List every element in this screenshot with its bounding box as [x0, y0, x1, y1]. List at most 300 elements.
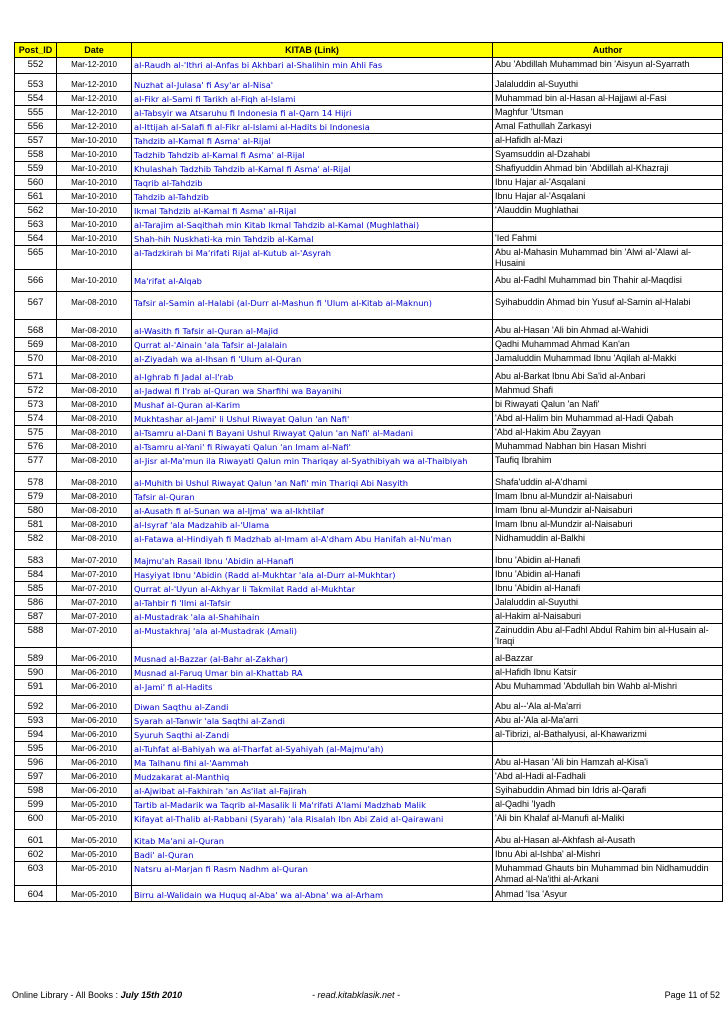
book-table	[14, 42, 723, 902]
date-cell: Mar-08-2010	[57, 440, 132, 454]
table-row	[15, 666, 723, 680]
kitab-link[interactable]: Mushaf al-Quran al-Karim	[134, 400, 241, 410]
author-cell: Ibnu Abi al-Ishba' al-Mishri	[493, 848, 723, 862]
header-date: Date	[57, 43, 132, 58]
kitab-link[interactable]: al-Ajwibat al-Fakhirah 'an As'ilat al-Fajirah	[134, 786, 307, 796]
post-id-cell: 582	[15, 532, 57, 550]
kitab-link[interactable]: Taqrib al-Tahdzib	[134, 178, 203, 188]
table-body	[15, 58, 723, 902]
kitab-link-cell[interactable]	[132, 412, 493, 426]
table-row	[15, 190, 723, 204]
kitab-link-cell[interactable]	[132, 696, 493, 714]
kitab-link[interactable]: Ma'rifat al-Alqab	[134, 276, 202, 286]
kitab-link[interactable]: al-Ziyadah wa al-Ihsan fi 'Ulum al-Quran	[134, 354, 302, 364]
date-cell: Mar-12-2010	[57, 106, 132, 120]
kitab-link-cell[interactable]	[132, 666, 493, 680]
author-cell: Ibnu Hajar al-'Asqalani	[493, 176, 723, 190]
date-cell: Mar-05-2010	[57, 812, 132, 830]
author-cell: Abu Muhammad 'Abdullah bin Wahb al-Mishri	[493, 680, 723, 696]
author-cell: Nidhamuddin al-Balkhi	[493, 532, 723, 550]
table-row	[15, 162, 723, 176]
kitab-link-cell[interactable]	[132, 148, 493, 162]
table-row	[15, 74, 723, 92]
table-row	[15, 696, 723, 714]
table-row	[15, 886, 723, 902]
kitab-link[interactable]: Kitab Ma'ani al-Quran	[134, 836, 225, 846]
author-cell: Abu al-'Ala al-Ma'arri	[493, 714, 723, 728]
post-id-cell: 555	[15, 106, 57, 120]
kitab-link[interactable]: Tafsir al-Quran	[134, 492, 195, 502]
kitab-link-cell[interactable]	[132, 770, 493, 784]
kitab-link-cell[interactable]	[132, 568, 493, 582]
table-row	[15, 352, 723, 366]
table-row	[15, 440, 723, 454]
date-cell: Mar-10-2010	[57, 204, 132, 218]
kitab-link-cell[interactable]	[132, 162, 493, 176]
table-row	[15, 338, 723, 352]
kitab-link-cell[interactable]	[132, 58, 493, 74]
author-cell: Jalaluddin al-Suyuthi	[493, 596, 723, 610]
post-id-cell: 603	[15, 862, 57, 886]
post-id-cell: 563	[15, 218, 57, 232]
kitab-link[interactable]: al-Mustakhraj 'ala al-Mustadrak (Amali)	[134, 626, 297, 636]
table-row	[15, 218, 723, 232]
kitab-link[interactable]: al-Wasith fi Tafsir al-Quran al-Majid	[134, 326, 279, 336]
author-cell: 'Ied Fahmi	[493, 232, 723, 246]
post-id-cell: 559	[15, 162, 57, 176]
kitab-link-cell[interactable]	[132, 218, 493, 232]
date-cell: Mar-08-2010	[57, 320, 132, 338]
kitab-link-cell[interactable]	[132, 190, 493, 204]
post-id-cell: 595	[15, 742, 57, 756]
author-cell: al-Hakim al-Naisaburi	[493, 610, 723, 624]
post-id-cell: 598	[15, 784, 57, 798]
table-row	[15, 320, 723, 338]
kitab-link-cell[interactable]	[132, 440, 493, 454]
date-cell: Mar-05-2010	[57, 862, 132, 886]
post-id-cell: 581	[15, 518, 57, 532]
date-cell: Mar-06-2010	[57, 666, 132, 680]
page-footer	[12, 990, 720, 1002]
post-id-cell: 564	[15, 232, 57, 246]
kitab-link[interactable]: Diwan Saqthu al-Zandi	[134, 702, 229, 712]
kitab-link[interactable]: Tartib al-Madarik wa Taqrib al-Masalik li Ma'rifati A'lami Madzhab Malik	[134, 800, 426, 810]
kitab-link-cell[interactable]	[132, 472, 493, 490]
kitab-link-cell[interactable]	[132, 784, 493, 798]
kitab-link-cell[interactable]	[132, 582, 493, 596]
date-cell: Mar-10-2010	[57, 190, 132, 204]
header-post-id: Post_ID	[15, 43, 57, 58]
table-row	[15, 830, 723, 848]
table-row	[15, 848, 723, 862]
kitab-link-cell[interactable]	[132, 454, 493, 472]
author-cell: Abu al-Hasan 'Ali bin Hamzah al-Kisa'i	[493, 756, 723, 770]
date-cell: Mar-07-2010	[57, 568, 132, 582]
date-cell: Mar-08-2010	[57, 384, 132, 398]
author-cell: Shafa'uddin al-A'dhami	[493, 472, 723, 490]
kitab-link[interactable]: al-Tabsyir wa Atsaruhu fi Indonesia fi al-Qarn 14 Hijri	[134, 108, 352, 118]
header-kitab: KITAB (Link)	[132, 43, 493, 58]
post-id-cell: 567	[15, 292, 57, 320]
date-cell: Mar-10-2010	[57, 162, 132, 176]
footer-left	[12, 990, 182, 1000]
date-cell: Mar-07-2010	[57, 582, 132, 596]
kitab-link[interactable]: Badi' al-Quran	[134, 850, 194, 860]
table-row	[15, 550, 723, 568]
kitab-link-cell[interactable]	[132, 518, 493, 532]
footer-page-number: Page 11 of 52	[664, 990, 720, 1000]
post-id-cell: 587	[15, 610, 57, 624]
date-cell: Mar-08-2010	[57, 292, 132, 320]
post-id-cell: 588	[15, 624, 57, 648]
date-cell: Mar-08-2010	[57, 412, 132, 426]
author-cell: Abu al-Fadhl Muhammad bin Thahir al-Maqdisi	[493, 270, 723, 292]
author-cell: al-Hafidh Ibnu Katsir	[493, 666, 723, 680]
date-cell: Mar-05-2010	[57, 886, 132, 902]
date-cell: Mar-05-2010	[57, 798, 132, 812]
post-id-cell: 570	[15, 352, 57, 366]
post-id-cell: 562	[15, 204, 57, 218]
kitab-link-cell[interactable]	[132, 848, 493, 862]
date-cell: Mar-08-2010	[57, 338, 132, 352]
kitab-link-cell[interactable]	[132, 426, 493, 440]
kitab-link[interactable]: Hasyiyat Ibnu 'Abidin (Radd al-Mukhtar 'ala al-Durr al-Mukhtar)	[134, 570, 396, 580]
post-id-cell: 557	[15, 134, 57, 148]
kitab-link[interactable]: al-Tarajim al-Saqithah min Kitab Ikmal Tahdzib al-Kamal (Mughlathai)	[134, 220, 420, 230]
kitab-link[interactable]: Birru al-Walidain wa Huquq al-Aba' wa al-Abna' wa al-Arham	[134, 890, 384, 900]
kitab-link[interactable]: al-Tsamru al-Dani fi Bayani Ushul Riwayat Qalun 'an Nafi' al-Madani	[134, 428, 413, 438]
kitab-link[interactable]: Tahdzib al-Tahdzib	[134, 192, 209, 202]
table-row	[15, 472, 723, 490]
author-cell: Taufiq Ibrahim	[493, 454, 723, 472]
table-row	[15, 680, 723, 696]
post-id-cell: 565	[15, 246, 57, 270]
header-author: Author	[493, 43, 723, 58]
post-id-cell: 601	[15, 830, 57, 848]
post-id-cell: 573	[15, 398, 57, 412]
kitab-link[interactable]: Majmu'ah Rasail Ibnu 'Abidin al-Hanafi	[134, 556, 294, 566]
date-cell: Mar-06-2010	[57, 770, 132, 784]
date-cell: Mar-05-2010	[57, 848, 132, 862]
table-header-row	[15, 43, 723, 58]
kitab-link-cell[interactable]	[132, 624, 493, 648]
kitab-link-cell[interactable]	[132, 550, 493, 568]
date-cell: Mar-08-2010	[57, 426, 132, 440]
table-row	[15, 756, 723, 770]
kitab-link[interactable]: Nuzhat al-Julasa' fi Asy'ar al-Nisa'	[134, 80, 274, 90]
table-row	[15, 862, 723, 886]
kitab-link-cell[interactable]	[132, 120, 493, 134]
post-id-cell: 592	[15, 696, 57, 714]
kitab-link[interactable]: Musnad al-Bazzar (al-Bahr al-Zakhar)	[134, 654, 289, 664]
table-row	[15, 624, 723, 648]
post-id-cell: 553	[15, 74, 57, 92]
kitab-link[interactable]: al-Fatawa al-Hindiyah fi Madzhab al-Imam al-A'dham Abu Hanifah al-Nu'man	[134, 534, 452, 544]
post-id-cell: 576	[15, 440, 57, 454]
author-cell: Imam Ibnu al-Mundzir al-Naisaburi	[493, 518, 723, 532]
author-cell: al-Tibrizi, al-Bathalyusi, al-Khawarizmi	[493, 728, 723, 742]
post-id-cell: 584	[15, 568, 57, 582]
table-row	[15, 568, 723, 582]
kitab-link[interactable]: al-Muhith bi Ushul Riwayat Qalun 'an Nafi' min Thariqi Abi Nasyith	[134, 478, 409, 488]
table-row	[15, 398, 723, 412]
kitab-link[interactable]: al-Mustadrak 'ala al-Shahihain	[134, 612, 260, 622]
kitab-link[interactable]: al-Isyraf 'ala Madzahib al-'Ulama	[134, 520, 270, 530]
table-row	[15, 728, 723, 742]
footer-site: - read.kitabklasik.net -	[312, 990, 401, 1000]
table-row	[15, 148, 723, 162]
date-cell: Mar-08-2010	[57, 490, 132, 504]
post-id-cell: 571	[15, 366, 57, 384]
kitab-link[interactable]: al-Tadzkirah bi Ma'rifati Rijal al-Kutub al-'Asyrah	[134, 248, 331, 258]
date-cell: Mar-08-2010	[57, 454, 132, 472]
kitab-link-cell[interactable]	[132, 798, 493, 812]
post-id-cell: 569	[15, 338, 57, 352]
author-cell	[493, 218, 723, 232]
date-cell: Mar-10-2010	[57, 270, 132, 292]
author-cell: Imam Ibnu al-Mundzir al-Naisaburi	[493, 504, 723, 518]
table-row	[15, 426, 723, 440]
date-cell: Mar-10-2010	[57, 148, 132, 162]
date-cell: Mar-06-2010	[57, 696, 132, 714]
kitab-link[interactable]: Syuruh Saqthi al-Zandi	[134, 730, 230, 740]
kitab-link-cell[interactable]	[132, 830, 493, 848]
date-cell: Mar-07-2010	[57, 550, 132, 568]
book-list-sheet	[14, 42, 722, 902]
author-cell: Qadhi Muhammad Ahmad Kan'an	[493, 338, 723, 352]
author-cell: Ibnu 'Abidin al-Hanafi	[493, 550, 723, 568]
table-row	[15, 106, 723, 120]
table-row	[15, 366, 723, 384]
post-id-cell: 599	[15, 798, 57, 812]
table-row	[15, 610, 723, 624]
kitab-link[interactable]: Natsru al-Marjan fi Rasm Nadhm al-Quran	[134, 864, 308, 874]
post-id-cell: 560	[15, 176, 57, 190]
date-cell: Mar-06-2010	[57, 784, 132, 798]
author-cell: Ibnu 'Abidin al-Hanafi	[493, 568, 723, 582]
post-id-cell: 591	[15, 680, 57, 696]
kitab-link-cell[interactable]	[132, 204, 493, 218]
author-cell: Jalaluddin al-Suyuthi	[493, 74, 723, 92]
date-cell: Mar-10-2010	[57, 176, 132, 190]
table-row	[15, 714, 723, 728]
post-id-cell: 578	[15, 472, 57, 490]
kitab-link[interactable]: al-Ittijah al-Salafi fi al-Fikr al-Islami al-Hadits bi Indonesia	[134, 122, 370, 132]
kitab-link-cell[interactable]	[132, 862, 493, 886]
post-id-cell: 575	[15, 426, 57, 440]
kitab-link-cell[interactable]	[132, 176, 493, 190]
post-id-cell: 558	[15, 148, 57, 162]
post-id-cell: 552	[15, 58, 57, 74]
post-id-cell: 600	[15, 812, 57, 830]
kitab-link-cell[interactable]	[132, 812, 493, 830]
date-cell: Mar-10-2010	[57, 232, 132, 246]
date-cell: Mar-10-2010	[57, 134, 132, 148]
author-cell: Abu 'Abdillah Muhammad bin 'Aisyun al-Syarrath	[493, 58, 723, 74]
post-id-cell: 589	[15, 648, 57, 666]
kitab-link[interactable]: al-Fikr al-Sami fi Tarikh al-Fiqh al-Islami	[134, 94, 296, 104]
kitab-link-cell[interactable]	[132, 92, 493, 106]
footer-library-label: Online Library - All Books :	[12, 990, 119, 1000]
author-cell: al-Qadhi 'Iyadh	[493, 798, 723, 812]
table-row	[15, 784, 723, 798]
kitab-link[interactable]: al-Tsamru al-Yani' fi Riwayati Qalun 'an Imam al-Nafi'	[134, 442, 351, 452]
table-row	[15, 742, 723, 756]
kitab-link-cell[interactable]	[132, 728, 493, 742]
kitab-link[interactable]: al-Jadwal fi I'rab al-Quran wa Sharfihi wa Bayanihi	[134, 386, 342, 396]
table-row	[15, 232, 723, 246]
author-cell: Syihabuddin Ahmad bin Idris al-Qarafi	[493, 784, 723, 798]
kitab-link[interactable]: Ma Talhanu fihi al-'Aammah	[134, 758, 249, 768]
kitab-link[interactable]: al-Tuhfat al-Bahiyah wa al-Tharfat al-Syahiyah (al-Majmu'ah)	[134, 744, 384, 754]
kitab-link[interactable]: Tafsir al-Samin al-Halabi (al-Durr al-Mashun fi 'Ulum al-Kitab al-Maknun)	[134, 298, 432, 308]
kitab-link-cell[interactable]	[132, 756, 493, 770]
post-id-cell: 566	[15, 270, 57, 292]
kitab-link[interactable]: al-Raudh al-'Ithri al-Anfas bi Akhbari al-Shalihin min Ahli Fas	[134, 60, 383, 70]
table-row	[15, 176, 723, 190]
kitab-link-cell[interactable]	[132, 648, 493, 666]
kitab-link[interactable]: al-Ighrab fi Jadal al-I'rab	[134, 372, 234, 382]
author-cell: Mahmud Shafi	[493, 384, 723, 398]
date-cell: Mar-06-2010	[57, 728, 132, 742]
kitab-link-cell[interactable]	[132, 504, 493, 518]
date-cell: Mar-08-2010	[57, 366, 132, 384]
kitab-link-cell[interactable]	[132, 352, 493, 366]
kitab-link[interactable]: Tadzhib Tahdzib al-Kamal fi Asma' al-Rijal	[134, 150, 305, 160]
table-row	[15, 454, 723, 472]
author-cell: Jamaluddin Muhammad Ibnu 'Aqilah al-Makki	[493, 352, 723, 366]
author-cell: Imam Ibnu al-Mundzir al-Naisaburi	[493, 490, 723, 504]
post-id-cell: 561	[15, 190, 57, 204]
kitab-link-cell[interactable]	[132, 596, 493, 610]
author-cell: Muhammad Ghauts bin Muhammad bin Nidhamuddin Ahmad al-Na'ithi al-Arkani	[493, 862, 723, 886]
kitab-link-cell[interactable]	[132, 680, 493, 696]
date-cell: Mar-06-2010	[57, 648, 132, 666]
post-id-cell: 579	[15, 490, 57, 504]
author-cell: Abu al-Hasan al-Akhfash al-Ausath	[493, 830, 723, 848]
kitab-link[interactable]: Mukhtashar al-Jami' li Ushul Riwayat Qalun 'an Nafi'	[134, 414, 350, 424]
date-cell: Mar-08-2010	[57, 532, 132, 550]
table-row	[15, 504, 723, 518]
kitab-link-cell[interactable]	[132, 106, 493, 120]
date-cell: Mar-12-2010	[57, 92, 132, 106]
table-row	[15, 292, 723, 320]
date-cell: Mar-06-2010	[57, 756, 132, 770]
post-id-cell: 602	[15, 848, 57, 862]
table-row	[15, 812, 723, 830]
date-cell: Mar-08-2010	[57, 518, 132, 532]
kitab-link[interactable]: Qurrat al-'Uyun al-Akhyar li Takmilat Radd al-Mukhtar	[134, 584, 356, 594]
author-cell: Abu al-Hasan 'Ali bin Ahmad al-Wahidi	[493, 320, 723, 338]
kitab-link-cell[interactable]	[132, 134, 493, 148]
post-id-cell: 572	[15, 384, 57, 398]
author-cell: Syamsuddin al-Dzahabi	[493, 148, 723, 162]
date-cell: Mar-07-2010	[57, 596, 132, 610]
author-cell: 'Ali bin Khalaf al-Manufi al-Maliki	[493, 812, 723, 830]
kitab-link[interactable]: Tahdzib al-Kamal fi Asma' al-Rijal	[134, 136, 271, 146]
kitab-link-cell[interactable]	[132, 886, 493, 902]
table-row	[15, 204, 723, 218]
kitab-link[interactable]: Mudzakarat al-Manthiq	[134, 772, 230, 782]
post-id-cell: 585	[15, 582, 57, 596]
kitab-link[interactable]: Qurrat al-'Ainain 'ala Tafsir al-Jalalain	[134, 340, 288, 350]
kitab-link-cell[interactable]	[132, 714, 493, 728]
kitab-link-cell[interactable]	[132, 532, 493, 550]
author-cell: Amal Fathullah Zarkasyi	[493, 120, 723, 134]
post-id-cell: 604	[15, 886, 57, 902]
date-cell: Mar-12-2010	[57, 120, 132, 134]
table-row	[15, 134, 723, 148]
table-row	[15, 270, 723, 292]
kitab-link[interactable]: Khulashah Tadzhib Tahdzib al-Kamal fi Asma' al-Rijal	[134, 164, 351, 174]
kitab-link-cell[interactable]	[132, 74, 493, 92]
table-row	[15, 518, 723, 532]
author-cell: 'Abd al-Hakim Abu Zayyan	[493, 426, 723, 440]
kitab-link[interactable]: al-Ausath fi al-Sunan wa al-Ijma' wa al-Ikhtilaf	[134, 506, 324, 516]
kitab-link-cell[interactable]	[132, 398, 493, 412]
kitab-link[interactable]: Kifayat al-Thalib al-Rabbani (Syarah) 'ala Risalah Ibn Abi Zaid al-Qairawani	[134, 814, 444, 824]
kitab-link[interactable]: al-Jisr al-Ma'mun ila Riwayati Qalun min Thariqay al-Syathibiyah wa al-Thaibiyah	[134, 456, 468, 466]
kitab-link[interactable]: Syarah al-Tanwir 'ala Saqthi al-Zandi	[134, 716, 285, 726]
kitab-link-cell[interactable]	[132, 384, 493, 398]
kitab-link[interactable]: Ikmal Tahdzib al-Kamal fi Asma' al-Rijal	[134, 206, 297, 216]
author-cell	[493, 742, 723, 756]
post-id-cell: 590	[15, 666, 57, 680]
author-cell: al-Hafidh al-Mazi	[493, 134, 723, 148]
author-cell: bi Riwayati Qalun 'an Nafi'	[493, 398, 723, 412]
kitab-link[interactable]: al-Tahbir fi 'Ilmi al-Tafsir	[134, 598, 231, 608]
kitab-link-cell[interactable]	[132, 246, 493, 270]
post-id-cell: 556	[15, 120, 57, 134]
kitab-link-cell[interactable]	[132, 270, 493, 292]
kitab-link-cell[interactable]	[132, 232, 493, 246]
date-cell: Mar-07-2010	[57, 610, 132, 624]
date-cell: Mar-10-2010	[57, 246, 132, 270]
author-cell: Zainuddin Abu al-Fadhl Abdul Rahim bin al-Husain al-'Iraqi	[493, 624, 723, 648]
table-row	[15, 648, 723, 666]
kitab-link-cell[interactable]	[132, 292, 493, 320]
kitab-link-cell[interactable]	[132, 610, 493, 624]
post-id-cell: 597	[15, 770, 57, 784]
author-cell: Muhammad Nabhan bin Hasan Mishri	[493, 440, 723, 454]
kitab-link-cell[interactable]	[132, 366, 493, 384]
date-cell: Mar-08-2010	[57, 504, 132, 518]
kitab-link-cell[interactable]	[132, 338, 493, 352]
kitab-link[interactable]: al-Jami' fi al-Hadits	[134, 682, 213, 692]
post-id-cell: 580	[15, 504, 57, 518]
author-cell: Abu al-Barkat Ibnu Abi Sa'id al-Anbari	[493, 366, 723, 384]
kitab-link-cell[interactable]	[132, 490, 493, 504]
date-cell: Mar-12-2010	[57, 58, 132, 74]
kitab-link[interactable]: Shah-hih Nuskhati-ka min Tahdzib al-Kamal	[134, 234, 314, 244]
post-id-cell: 554	[15, 92, 57, 106]
kitab-link-cell[interactable]	[132, 320, 493, 338]
table-row	[15, 120, 723, 134]
author-cell: 'Abd al-Halim bin Muhammad al-Hadi Qabah	[493, 412, 723, 426]
table-row	[15, 532, 723, 550]
author-cell: Abu al-Mahasin Muhammad bin 'Alwi al-'Alawi al-Husaini	[493, 246, 723, 270]
date-cell: Mar-06-2010	[57, 742, 132, 756]
date-cell: Mar-06-2010	[57, 714, 132, 728]
table-row	[15, 384, 723, 398]
kitab-link[interactable]: Musnad al-Faruq Umar bin al-Khattab RA	[134, 668, 303, 678]
table-row	[15, 58, 723, 74]
table-row	[15, 582, 723, 596]
author-cell: al-Bazzar	[493, 648, 723, 666]
kitab-link-cell[interactable]	[132, 742, 493, 756]
table-row	[15, 412, 723, 426]
table-row	[15, 596, 723, 610]
